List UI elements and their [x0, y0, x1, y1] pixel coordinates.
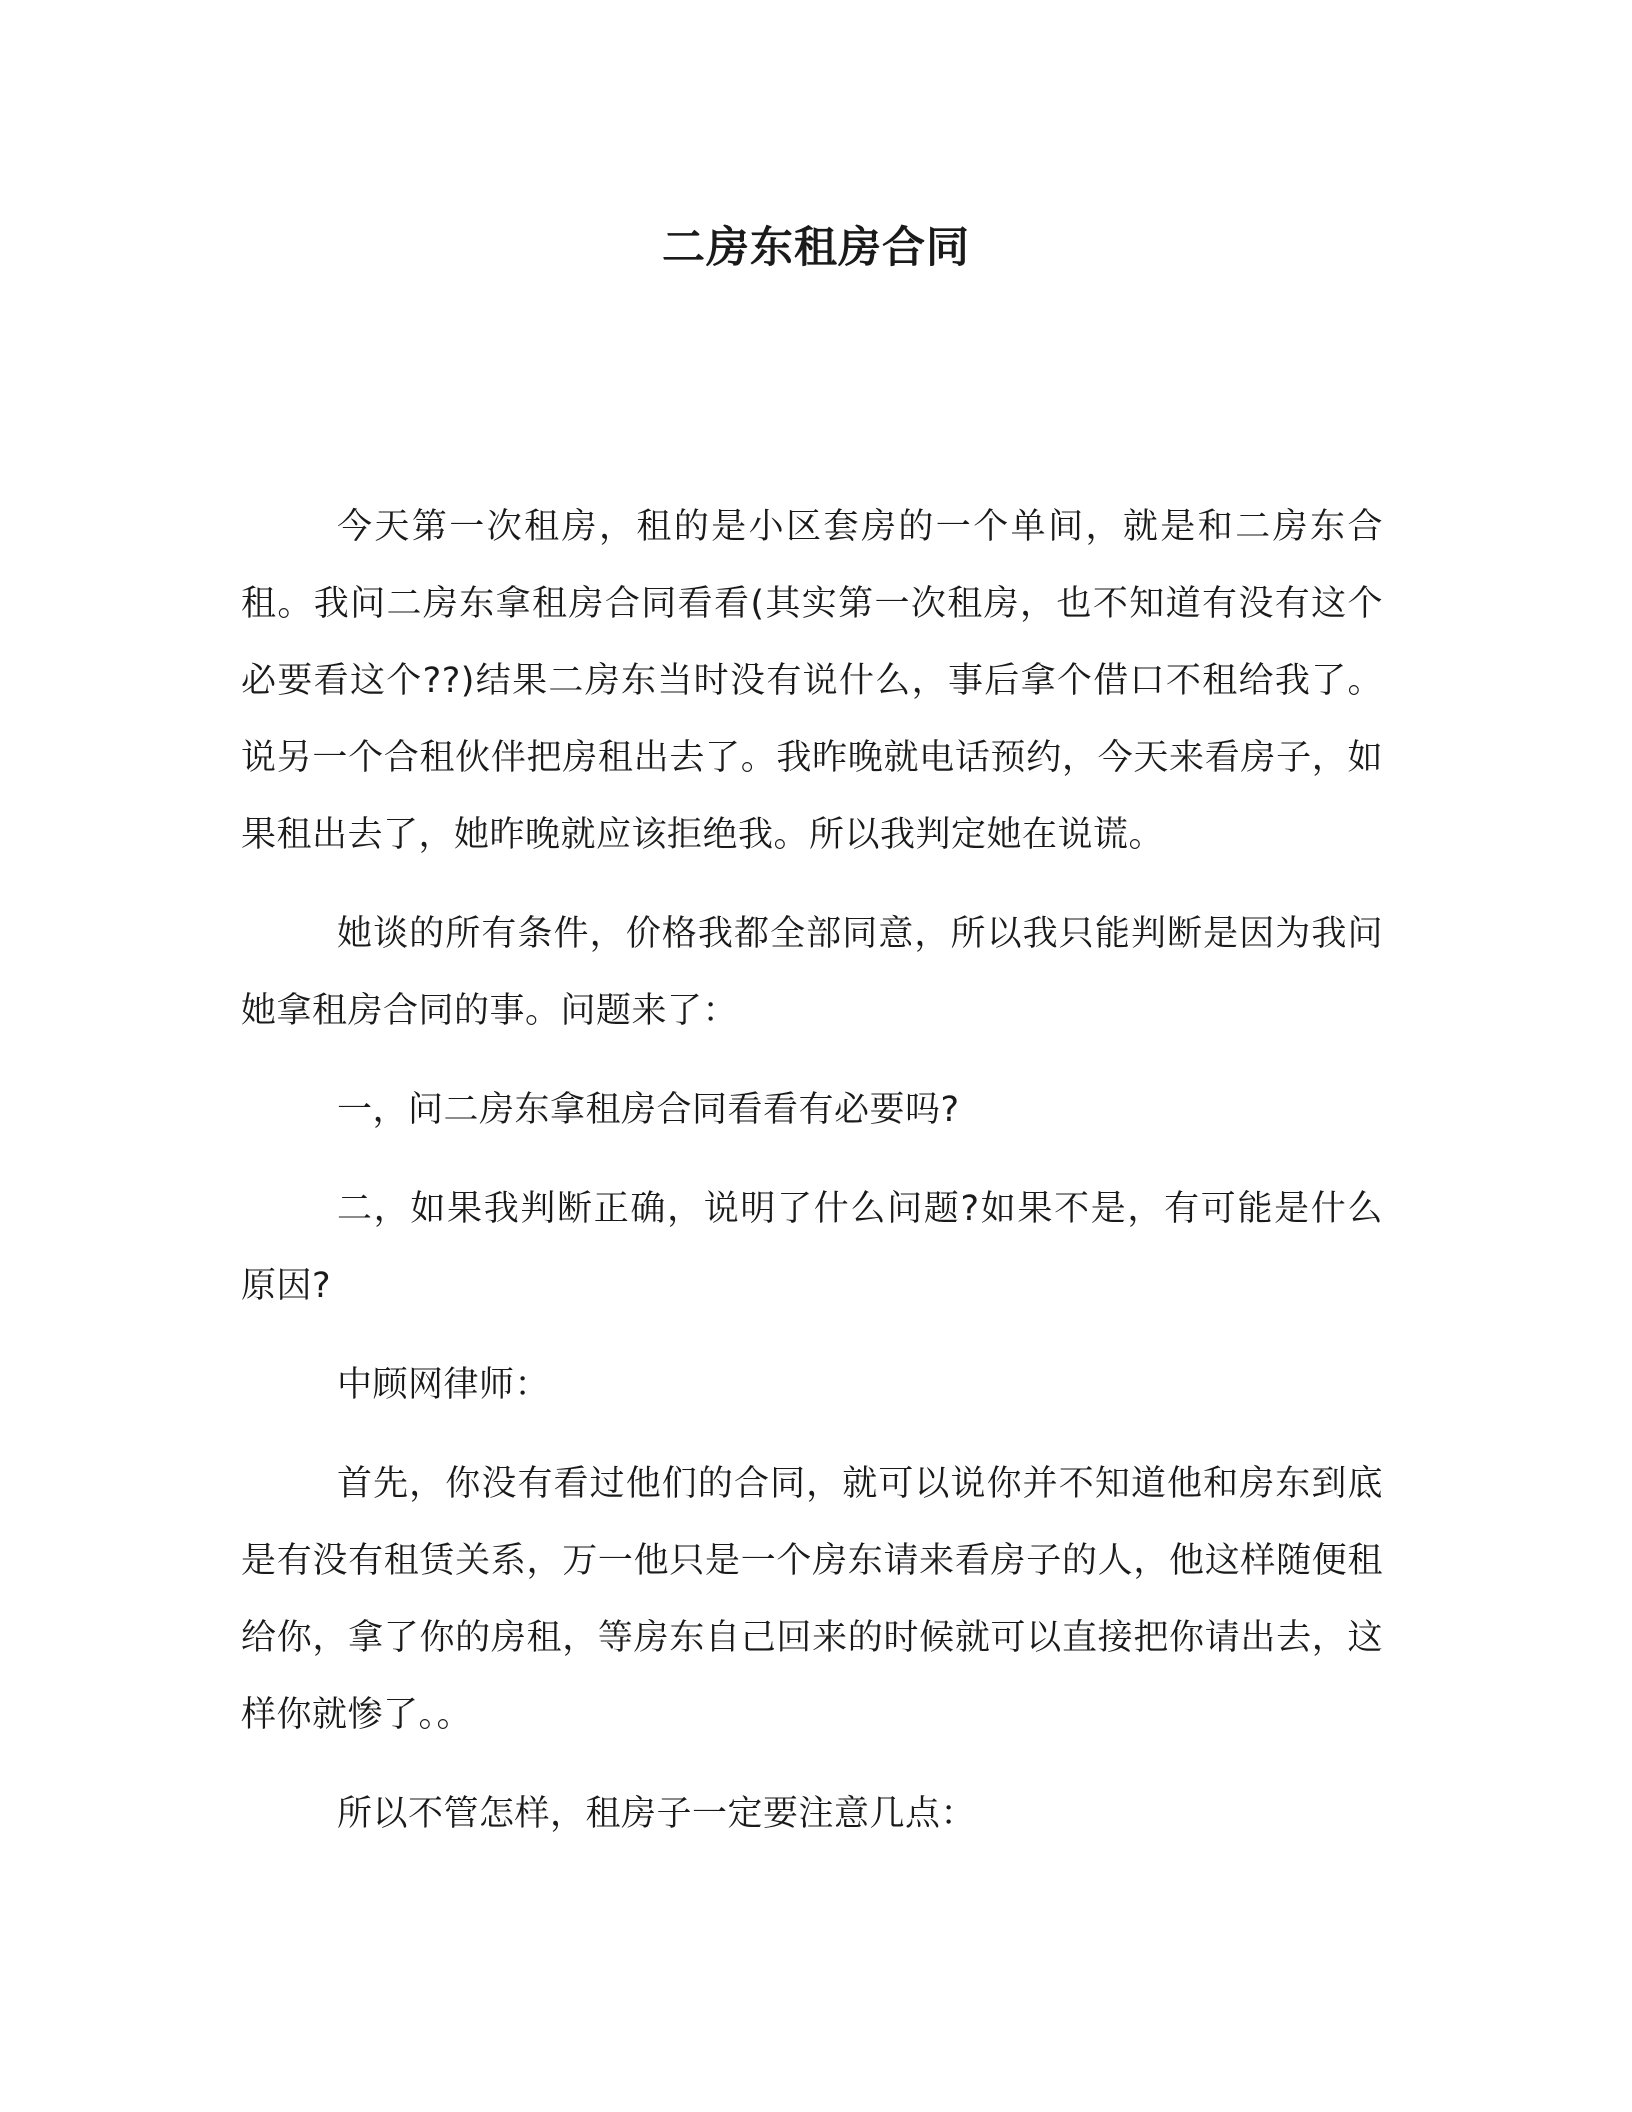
paragraph: 今天第一次租房，租的是小区套房的一个单间，就是和二房东合租。我问二房东拿租房合同看看(其实第一次租房，也不知道有没有这个必要看这个??)结果二房东当时没有说什么，事后拿个借口不租给我了。说另一个合租伙伴把房租出去了。我昨晚就电话预约，今天来看房子，如果租出去了，她昨晚就应该拒绝我。所以我判定她在说谎。 — [241, 507, 1383, 855]
paragraph: 首先，你没有看过他们的合同，就可以说你并不知道他和房东到底是有没有租赁关系，万一他只是一个房东请来看房子的人，他这样随便租给你，拿了你的房租，等房东自己回来的时候就可以直接把你请出去，这样你就惨了。。 — [241, 1464, 1383, 1735]
document-body — [241, 489, 1383, 1875]
paragraph: 中顾网律师： — [337, 1365, 551, 1405]
document-title: 二房东租房合同 — [662, 223, 970, 273]
paragraph: 所以不管怎样，租房子一定要注意几点： — [337, 1794, 977, 1834]
paragraph: 她谈的所有条件，价格我都全部同意，所以我只能判断是因为我问她拿租房合同的事。问题来了： — [241, 914, 1383, 1031]
paragraph: 二，如果我判断正确，说明了什么问题?如果不是，有可能是什么原因? — [241, 1189, 1383, 1306]
paragraph: 一，问二房东拿租房合同看看有必要吗? — [337, 1090, 960, 1130]
